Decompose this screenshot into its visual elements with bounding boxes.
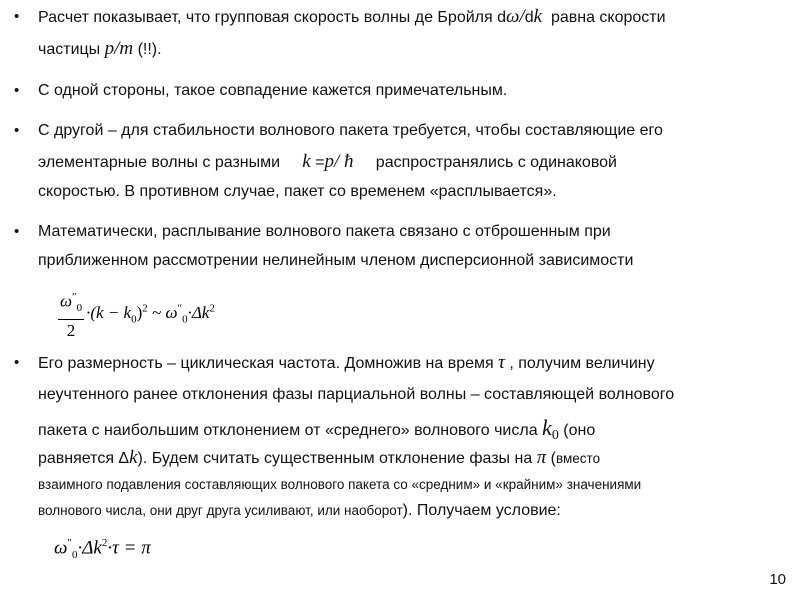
paragraph-5-line-4 (38, 448, 600, 469)
equation-dispersion-term (58, 286, 215, 342)
omega: ω (54, 537, 68, 559)
text-d: d (524, 9, 534, 26)
bullet-5: • (14, 354, 20, 371)
text: (оно (563, 422, 596, 439)
math-tau: τ (498, 352, 505, 373)
paragraph-5-line-5: взаимного подавления составляющих волнового пакета со «средним» и «крайним» значениями (38, 477, 642, 492)
paragraph-5-line-1 (38, 353, 655, 374)
approx-omega: ~ ω (147, 302, 178, 322)
text: частицы (38, 41, 101, 58)
math-k: k (533, 6, 543, 27)
text: ( (550, 450, 556, 467)
text: ). Будем считать существенным отклонение фазы на (137, 450, 533, 467)
text: равняется Δ (38, 450, 130, 467)
text: Его размерность – циклическая частота. Домножив на время (38, 355, 494, 372)
math-pi: π (536, 447, 547, 468)
equation-condition (54, 537, 151, 561)
square: 2 (209, 302, 215, 315)
text-small: вместо (556, 451, 601, 466)
tau-equals-pi: ·τ = π (107, 537, 151, 559)
page-number: 10 (769, 571, 786, 588)
sub-zero: 0 (72, 549, 78, 562)
math-k: k (302, 151, 311, 172)
paragraph-2: С одной стороны, такое совпадение кажется примечательным. (38, 82, 508, 99)
math-k0: k (542, 415, 552, 440)
math-p-over-m: p/m (104, 38, 134, 59)
text: (!!). (137, 41, 162, 58)
text: пакета с наибольшим отклонением от «среднего» волнового числа (38, 422, 538, 439)
text: распространялись с одинаковой (375, 154, 617, 171)
bullet-2: • (14, 82, 20, 99)
fraction (58, 286, 84, 342)
paragraph-1-line-2 (38, 39, 162, 60)
sub-zero: 0 (182, 313, 188, 326)
term-k-minus-k0: ·(k − k (86, 302, 132, 322)
primes: ″ (72, 291, 77, 303)
paragraph-5-line-6 (38, 501, 561, 521)
square: 2 (142, 302, 148, 315)
delta-k: ·Δk (187, 302, 210, 322)
math-omega: ω/ (506, 6, 525, 27)
bullet-4: • (14, 223, 20, 240)
bullet-3: • (14, 122, 20, 139)
paragraph-4-line-1: Математически, расплывание волнового пакета связано с отброшенным при (38, 223, 611, 240)
text: = (315, 154, 325, 171)
numerator (58, 286, 84, 320)
math-p-over-hbar: p/ ħ (324, 151, 354, 172)
text: Расчет показывает, что групповая скорость волны де Бройля d (38, 9, 506, 26)
bullet-1: • (14, 8, 20, 25)
omega: ω (60, 291, 73, 311)
primes: ″ (177, 302, 183, 315)
paragraph-3-line-2 (38, 152, 617, 173)
denominator: 2 (66, 321, 76, 341)
text: ). Получаем условие: (402, 502, 561, 519)
text-small: волнового числа, они друг друга усиливают, или наоборот (38, 503, 403, 518)
paragraph-1-line-1 (38, 7, 666, 28)
paragraph-5-line-2: неучтенного ранее отклонения фазы парциальной волны – составляющей волнового (38, 386, 675, 403)
delta-k: ·Δk (77, 537, 102, 559)
text: элементарные волны с разными (38, 154, 281, 171)
paragraph-3-line-3: скоростью. В противном случае, пакет со временем «расплывается». (38, 183, 557, 200)
sub-zero: 0 (76, 302, 83, 315)
text: равна скорости (550, 9, 666, 26)
paragraph-5-line-3 (38, 415, 596, 446)
sub-zero: 0 (131, 313, 137, 326)
square: 2 (101, 537, 108, 549)
paragraph-4-line-2: приближенном рассмотрении нелинейным членом дисперсионной зависимости (38, 252, 634, 269)
primes: ″ (67, 537, 73, 549)
paragraph-3-line-1: С другой – для стабильности волнового пакета требуется, чтобы составляющие его (38, 122, 663, 139)
sub-zero: 0 (551, 428, 559, 444)
math-k: k (129, 447, 138, 468)
close-paren: ) (136, 302, 143, 322)
text: , получим величину (509, 355, 655, 372)
